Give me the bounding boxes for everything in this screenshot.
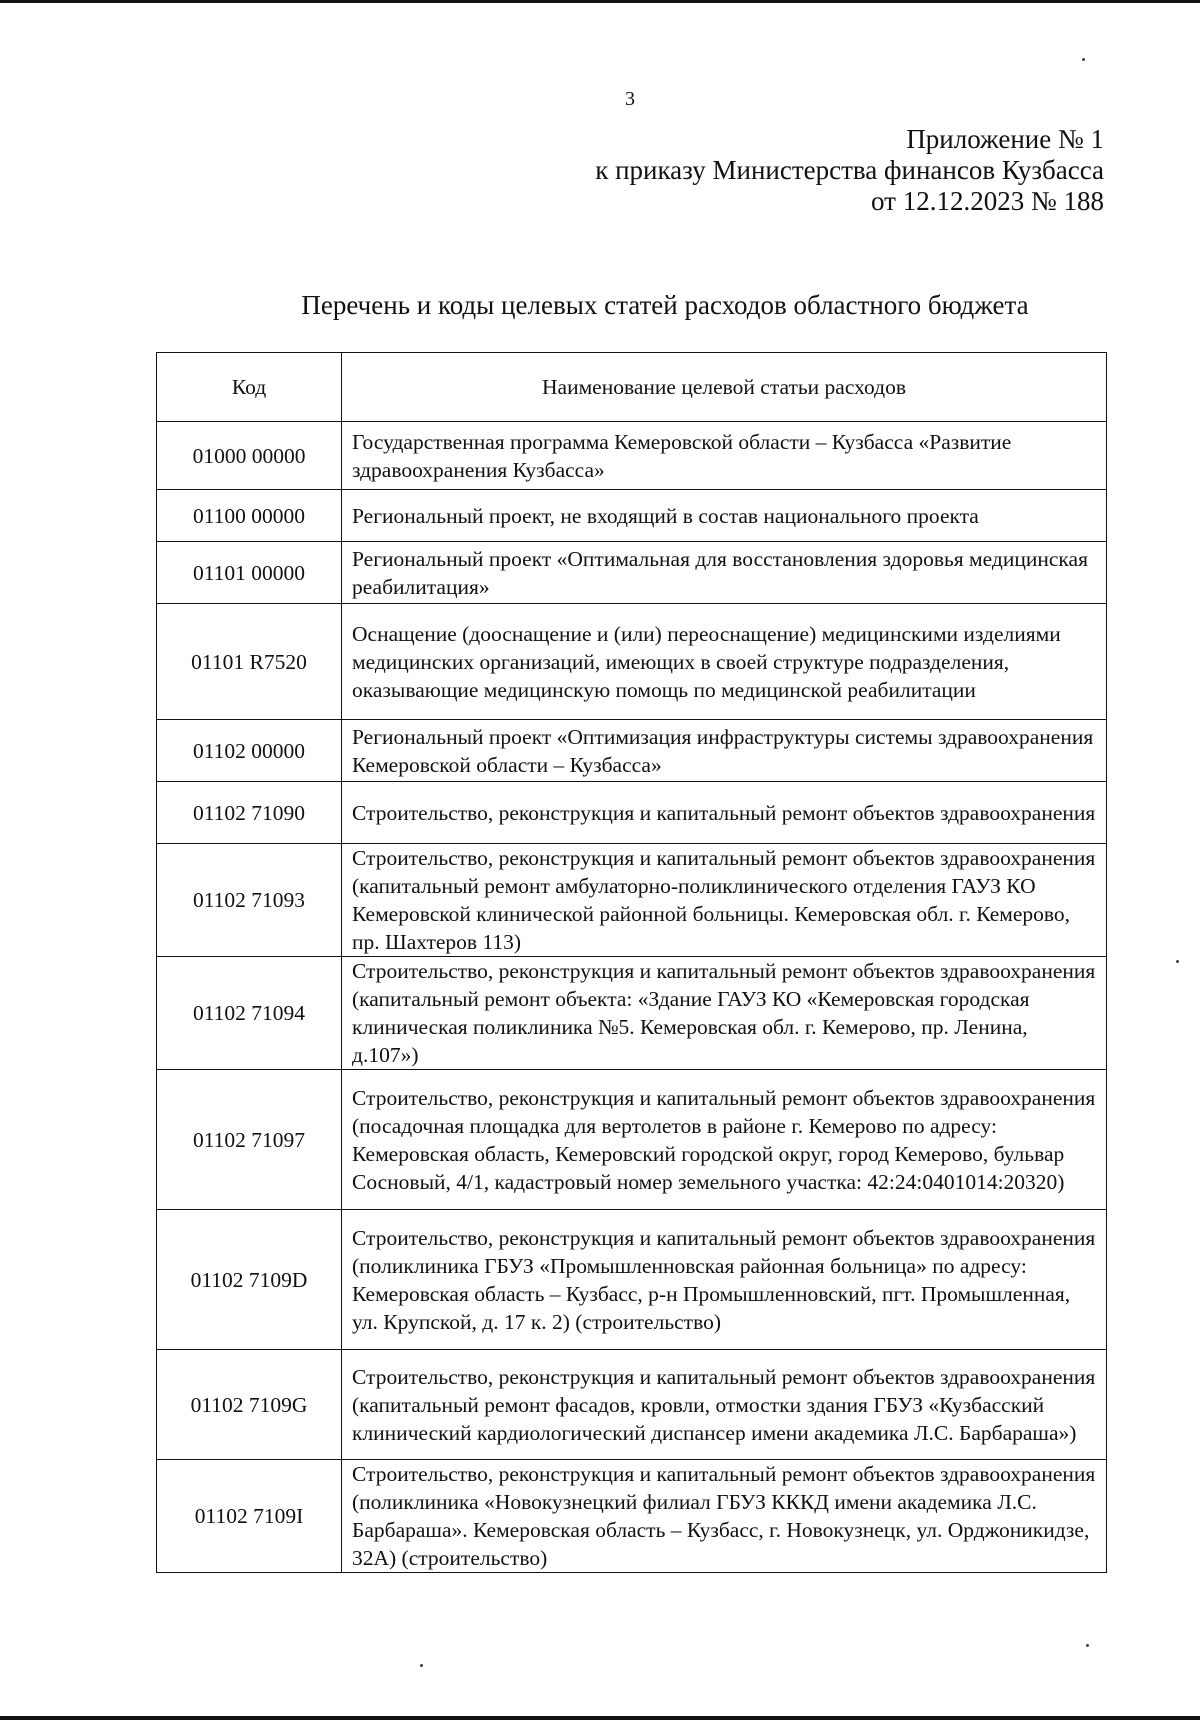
- row-code: 01102 71093: [157, 844, 342, 957]
- document-title: Перечень и коды целевых статей расходов областного бюджета: [301, 290, 1029, 320]
- appendix-line-1: Приложение № 1: [906, 124, 1104, 154]
- appendix-line-2: к приказу Министерства финансов Кузбасса: [595, 155, 1104, 185]
- row-name: Строительство, реконструкция и капитальный ремонт объектов здравоохранения (капитальный ремонт амбулаторно-поликлинического отделения ГАУЗ КО Кемеровской клинической районной больницы. Кемеровская обл. г. Кемерово, пр. Шахтеров 113): [342, 844, 1107, 957]
- table-row: [157, 1210, 1107, 1350]
- scan-speck: [1082, 58, 1085, 61]
- header-code: Код: [157, 353, 342, 422]
- scan-bottom-edge: [0, 1716, 1200, 1720]
- row-name: Строительство, реконструкция и капитальный ремонт объектов здравоохранения (поликлиника ГБУЗ «Промышленновская районная больница» по адресу: Кемеровская область – Кузбасс, р-н Промышленновский, пгт. Промышленная, ул. Крупской, д. 17 к. 2) (строительство): [342, 1210, 1107, 1350]
- table-row: [157, 720, 1107, 782]
- table-row: [157, 844, 1107, 957]
- row-code: 01100 00000: [157, 490, 342, 542]
- row-name: Строительство, реконструкция и капитальный ремонт объектов здравоохранения (капитальный ремонт объекта: «Здание ГАУЗ КО «Кемеровская городская клиническая поликлиника №5. Кемеровская обл. г. Кемерово, пр. Ленина, д.107»): [342, 957, 1107, 1070]
- table-row: [157, 957, 1107, 1070]
- table-row: [157, 1350, 1107, 1460]
- appendix-block: [595, 124, 1104, 217]
- scan-top-edge: [0, 0, 1200, 3]
- table-row: [157, 542, 1107, 604]
- table-header-row: [157, 353, 1107, 422]
- row-name: Строительство, реконструкция и капитальный ремонт объектов здравоохранения (посадочная площадка для вертолетов в районе г. Кемерово по адресу: Кемеровская область, Кемеровский городской округ, город Кемерово, бульвар Сосновый, 4/1, кадастровый номер земельного участка: 42:24:0401014:20320): [342, 1070, 1107, 1210]
- row-name: Строительство, реконструкция и капитальный ремонт объектов здравоохранения: [342, 782, 1107, 844]
- row-name: Государственная программа Кемеровской области – Кузбасса «Развитие здравоохранения Кузбасса»: [342, 422, 1107, 490]
- table-row: [157, 604, 1107, 720]
- scan-speck: [1086, 1644, 1089, 1647]
- row-code: 01102 00000: [157, 720, 342, 782]
- row-code: 01101 R7520: [157, 604, 342, 720]
- row-name: Региональный проект, не входящий в состав национального проекта: [342, 490, 1107, 542]
- row-code: 01102 71097: [157, 1070, 342, 1210]
- row-name: Оснащение (дооснащение и (или) переоснащение) медицинскими изделиями медицинских организаций, имеющих в своей структуре подразделения, оказывающие медицинскую помощь по медицинской реабилитации: [342, 604, 1107, 720]
- page-number: 3: [625, 88, 635, 110]
- row-code: 01102 7109D: [157, 1210, 342, 1350]
- table-row: [157, 782, 1107, 844]
- scan-speck: [420, 1664, 423, 1667]
- appendix-line-3: от 12.12.2023 № 188: [871, 186, 1104, 216]
- row-code: 01102 7109I: [157, 1460, 342, 1573]
- row-name: Строительство, реконструкция и капитальный ремонт объектов здравоохранения (поликлиника «Новокузнецкий филиал ГБУЗ КККД имени академика Л.С. Барбараша». Кемеровская область – Кузбасс, г. Новокузнецк, ул. Орджоникидзе, 32А) (строительство): [342, 1460, 1107, 1573]
- table-row: [157, 1070, 1107, 1210]
- row-code: 01101 00000: [157, 542, 342, 604]
- row-code: 01102 7109G: [157, 1350, 342, 1460]
- expense-codes-table: [156, 352, 1107, 1573]
- table-row: [157, 490, 1107, 542]
- row-code: 01102 71090: [157, 782, 342, 844]
- row-name: Строительство, реконструкция и капитальный ремонт объектов здравоохранения (капитальный ремонт фасадов, кровли, отмостки здания ГБУЗ «Кузбасский клинический кардиологический диспансер имени академика Л.С. Барбараша»): [342, 1350, 1107, 1460]
- header-name: Наименование целевой статьи расходов: [342, 353, 1107, 422]
- row-code: 01000 00000: [157, 422, 342, 490]
- table-row: [157, 422, 1107, 490]
- scan-speck: [1176, 960, 1179, 963]
- row-name: Региональный проект «Оптимизация инфраструктуры системы здравоохранения Кемеровской области – Кузбасса»: [342, 720, 1107, 782]
- row-code: 01102 71094: [157, 957, 342, 1070]
- row-name: Региональный проект «Оптимальная для восстановления здоровья медицинская реабилитация»: [342, 542, 1107, 604]
- table-row: [157, 1460, 1107, 1573]
